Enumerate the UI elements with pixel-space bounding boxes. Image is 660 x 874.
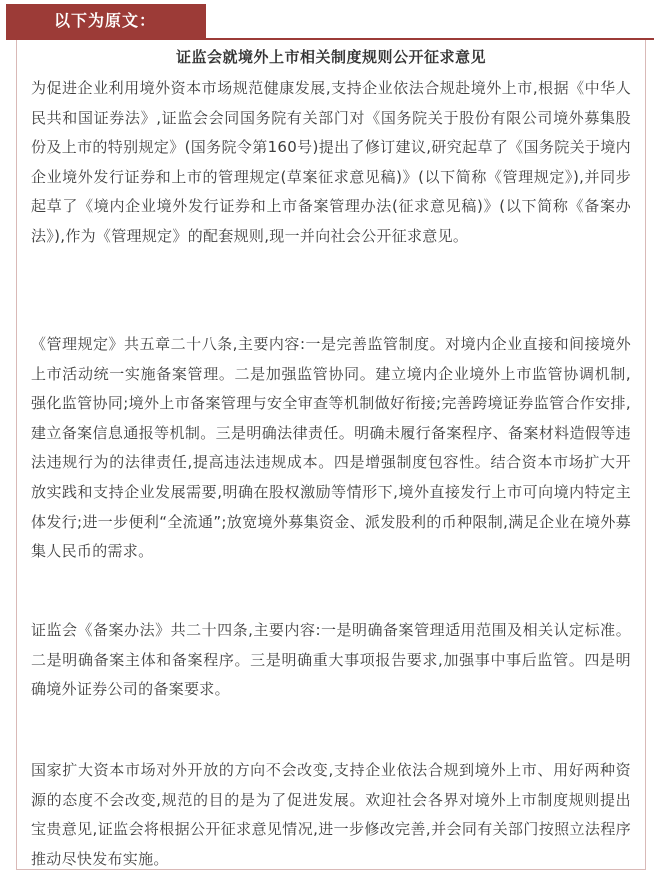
article-content-box [16, 40, 646, 870]
section-header-tab: 以下为原文： [6, 4, 206, 38]
article-paragraph-1: 为促进企业利用境外资本市场规范健康发展,支持企业依法合规赴境外上市,根据《中华人民共和国证券法》,证监会会同国务院有关部门对《国务院关于股份有限公司境外募集股份及上市的特别规定》(国务院令第160号)提出了修订建议,研究起草了《国务院关于境内企业境外发行证券和上市的管理规定(草案征求意见稿)》(以下简称《管理规定》),并同步起草了《境内企业境外发行证券和上市备案管理办法(征求意见稿)》(以下简称《备案办法》),作为《管理规定》的配套规则,现一并向社会公开征求意见。 [31, 79, 631, 245]
article-paragraph-4: 国家扩大资本市场对外开放的方向不会改变,支持企业依法合规到境外上市、用好两种资源的态度不会改变,规范的目的是为了促进发展。欢迎社会各界对境外上市制度规则提出宝贵意见,证监会将根据公开征求意见情况,进一步修改完善,并会同有关部门按照立法程序推动尽快发布实施。 [31, 761, 631, 868]
article-title: 证监会就境外上市相关制度规则公开征求意见 [175, 48, 486, 66]
article-paragraph-3: 证监会《备案办法》共二十四条,主要内容:一是明确备案管理适用范围及相关认定标准。二是明确备案主体和备案程序。三是明确重大事项报告要求,加强事中事后监管。四是明确境外证券公司的备案要求。 [31, 621, 631, 699]
article-paragraph-2: 《管理规定》共五章二十八条,主要内容:一是完善监管制度。对境内企业直接和间接境外上市活动统一实施备案管理。二是加强监管协同。建立境内企业境外上市监管协调机制,强化监管协同;境外上市备案管理与安全审查等机制做好衔接;完善跨境证券监管合作安排,建立备案信息通报等机制。三是明确法律责任。明确未履行备案程序、备案材料造假等违法违规行为的法律责任,提高违法违规成本。四是增强制度包容性。结合资本市场扩大开放实践和支持企业发展需要,明确在股权激励等情形下,境外直接发行上市可向境内特定主体发行;进一步便利“全流通”;放宽境外募集资金、派发股利的币种限制,满足企业在境外募集人民币的需求。 [31, 335, 631, 561]
